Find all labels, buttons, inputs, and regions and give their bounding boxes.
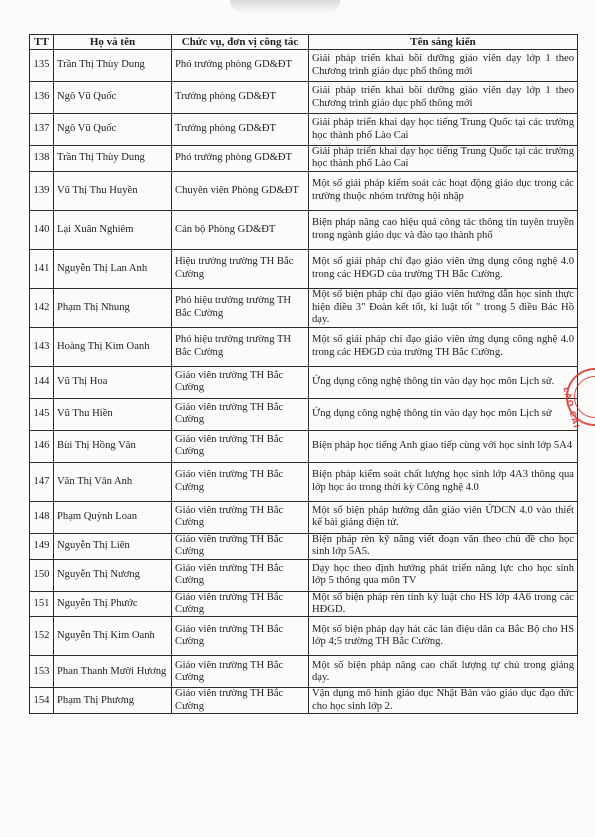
cell-position: Giáo viên trường TH Bắc Cường <box>172 591 309 617</box>
cell-position: Cán bộ Phòng GD&ĐT <box>172 210 309 249</box>
cell-name: Lại Xuân Nghiêm <box>54 210 172 249</box>
cell-name: Văn Thị Vân Anh <box>54 462 172 501</box>
initiatives-table <box>29 34 578 714</box>
cell-tt: 142 <box>30 288 54 327</box>
cell-name: Ngô Vũ Quốc <box>54 82 172 114</box>
cell-position: Giáo viên trường TH Bắc Cường <box>172 462 309 501</box>
cell-tt: 136 <box>30 82 54 114</box>
table-row <box>30 210 578 249</box>
cell-position: Giáo viên trường TH Bắc Cường <box>172 430 309 462</box>
table-row <box>30 462 578 501</box>
cell-tt: 150 <box>30 559 54 591</box>
table-row <box>30 398 578 430</box>
cell-title: Một số giải pháp chỉ đạo giáo viên ứng dụng công nghệ 4.0 trong các HĐGD của trường TH Bắc Cường. <box>309 327 578 366</box>
table-row <box>30 366 578 398</box>
cell-position: Chuyên viên Phòng GD&ĐT <box>172 171 309 210</box>
cell-title: Biện pháp kiểm soát chất lượng học sinh lớp 4A3 thông qua lớp học ảo trong thời kỳ Công nghệ 4.0 <box>309 462 578 501</box>
cell-tt: 137 <box>30 114 54 146</box>
table-row <box>30 656 578 688</box>
cell-tt: 144 <box>30 366 54 398</box>
cell-title: Vận dụng mô hình giáo dục Nhật Bản vào giáo dục đạo đức cho học sinh lớp 2. <box>309 688 578 714</box>
cell-title: Một số giải pháp kiểm soát các hoạt động giáo dục trong các trường thuộc nhóm trường hội nhập <box>309 171 578 210</box>
cell-name: Phạm Thị Nhung <box>54 288 172 327</box>
cell-tt: 151 <box>30 591 54 617</box>
cell-position: Phó trưởng phòng GD&ĐT <box>172 146 309 172</box>
cell-tt: 154 <box>30 688 54 714</box>
cell-name: Phạm Thị Phương <box>54 688 172 714</box>
table-row <box>30 327 578 366</box>
table-row <box>30 82 578 114</box>
cell-title: Một số biện pháp hướng dẫn giáo viên ỨDCN 4.0 vào thiết kế bài giảng điện tử. <box>309 501 578 533</box>
cell-name: Phạm Quỳnh Loan <box>54 501 172 533</box>
table-row <box>30 533 578 559</box>
cell-position: Giáo viên trường TH Bắc Cường <box>172 533 309 559</box>
cell-title: Một số giải pháp chỉ đạo giáo viên ứng dụng công nghệ 4.0 trong các HĐGD của trường TH Bắc Cường. <box>309 249 578 288</box>
cell-title: Biện pháp nâng cao hiệu quả công tác thông tin tuyên truyền trong ngành giáo dục và đào tạo thành phố <box>309 210 578 249</box>
cell-position: Hiệu trưởng trường TH Bắc Cường <box>172 249 309 288</box>
cell-position: Phó hiệu trưởng trường TH Bắc Cường <box>172 288 309 327</box>
cell-name: Phan Thanh Mười Hương <box>54 656 172 688</box>
cell-position: Phó hiệu trưởng trường TH Bắc Cường <box>172 327 309 366</box>
table-row <box>30 591 578 617</box>
cell-name: Trần Thị Thùy Dung <box>54 146 172 172</box>
cell-tt: 152 <box>30 617 54 656</box>
header-tt: TT <box>30 35 54 50</box>
cell-name: Nguyễn Thị Lan Anh <box>54 249 172 288</box>
cell-position: Giáo viên trường TH Bắc Cường <box>172 559 309 591</box>
table-row <box>30 288 578 327</box>
cell-title: Giải pháp triển khai dạy học tiếng Trung Quốc tại các trường học thành phố Lào Cai <box>309 114 578 146</box>
table-row <box>30 559 578 591</box>
table-row <box>30 114 578 146</box>
cell-position: Giáo viên trường TH Bắc Cường <box>172 366 309 398</box>
cell-position: Giáo viên trường TH Bắc Cường <box>172 656 309 688</box>
cell-name: Nguyễn Thị Nương <box>54 559 172 591</box>
cell-title: Giải pháp triển khai bồi dưỡng giáo viên dạy lớp 1 theo Chương trình giáo dục phổ thông mới <box>309 50 578 82</box>
header-title: Tên sáng kiến <box>309 35 578 50</box>
cell-tt: 145 <box>30 398 54 430</box>
cell-name: Vũ Thị Hoa <box>54 366 172 398</box>
cell-tt: 139 <box>30 171 54 210</box>
cell-name: Vũ Thị Thu Huyền <box>54 171 172 210</box>
table-row <box>30 617 578 656</box>
cell-title: Một số biện pháp chỉ đạo giáo viên hướng dẫn học sinh thực hiện điều 3" Đoàn kết tốt, kỉ luật tốt " trong 5 điều Bác Hồ dạy. <box>309 288 578 327</box>
table-header <box>30 35 578 50</box>
scan-smudge <box>230 0 340 14</box>
table-row <box>30 501 578 533</box>
cell-tt: 147 <box>30 462 54 501</box>
cell-tt: 149 <box>30 533 54 559</box>
cell-name: Trần Thị Thùy Dung <box>54 50 172 82</box>
cell-title: Biện pháp rèn kỹ năng viết đoạn văn theo chủ đề cho học sinh lớp 5A5. <box>309 533 578 559</box>
cell-tt: 141 <box>30 249 54 288</box>
cell-tt: 146 <box>30 430 54 462</box>
cell-title: Một số biện pháp dạy hát các làn điệu dân ca Bắc Bộ cho HS lớp 4;5 trường TH Bắc Cường. <box>309 617 578 656</box>
cell-title: Dạy học theo định hướng phát triển năng lực cho học sinh lớp 5 thông qua môn TV <box>309 559 578 591</box>
cell-name: Nguyễn Thị Liên <box>54 533 172 559</box>
cell-name: Hoàng Thị Kim Oanh <box>54 327 172 366</box>
table-row <box>30 430 578 462</box>
table-row <box>30 688 578 714</box>
cell-title: Một số biện pháp nâng cao chất lượng tự chủ trong giảng dạy. <box>309 656 578 688</box>
table-row <box>30 146 578 172</box>
cell-position: Phó trưởng phòng GD&ĐT <box>172 50 309 82</box>
table-row <box>30 249 578 288</box>
cell-name: Bùi Thị Hồng Vân <box>54 430 172 462</box>
official-seal-text: LÀO CAI <box>561 386 582 430</box>
cell-title: Biện pháp học tiếng Anh giao tiếp cùng với học sinh lớp 5A4 <box>309 430 578 462</box>
table-row <box>30 50 578 82</box>
cell-position: Giáo viên trường TH Bắc Cường <box>172 617 309 656</box>
cell-tt: 135 <box>30 50 54 82</box>
cell-title: Giải pháp triển khai dạy học tiếng Trung Quốc tại các trường học thành phố Lào Cai <box>309 146 578 172</box>
header-name: Họ và tên <box>54 35 172 50</box>
table-row <box>30 171 578 210</box>
cell-position: Trưởng phòng GD&ĐT <box>172 82 309 114</box>
table-body <box>30 50 578 714</box>
cell-name: Nguyễn Thị Phước <box>54 591 172 617</box>
cell-position: Giáo viên trường TH Bắc Cường <box>172 398 309 430</box>
cell-tt: 153 <box>30 656 54 688</box>
cell-position: Giáo viên trường TH Bắc Cường <box>172 501 309 533</box>
cell-tt: 143 <box>30 327 54 366</box>
cell-title: Một số biện pháp rèn tính kỷ luật cho HS lớp 4A6 trong các HĐGD. <box>309 591 578 617</box>
cell-position: Trưởng phòng GD&ĐT <box>172 114 309 146</box>
cell-title: Giải pháp triển khai bồi dưỡng giáo viên dạy lớp 1 theo Chương trình giáo dục phổ thông mới <box>309 82 578 114</box>
cell-tt: 140 <box>30 210 54 249</box>
cell-title: Ứng dụng công nghệ thông tin vào dạy học môn Lịch sử. <box>309 366 578 398</box>
cell-name: Nguyễn Thị Kim Oanh <box>54 617 172 656</box>
cell-name: Vũ Thu Hiền <box>54 398 172 430</box>
cell-tt: 148 <box>30 501 54 533</box>
cell-title: Ứng dụng công nghệ thông tin vào dạy học môn Lịch sử <box>309 398 578 430</box>
cell-name: Ngô Vũ Quốc <box>54 114 172 146</box>
header-position: Chức vụ, đơn vị công tác <box>172 35 309 50</box>
cell-position: Giáo viên trường TH Bắc Cường <box>172 688 309 714</box>
cell-tt: 138 <box>30 146 54 172</box>
